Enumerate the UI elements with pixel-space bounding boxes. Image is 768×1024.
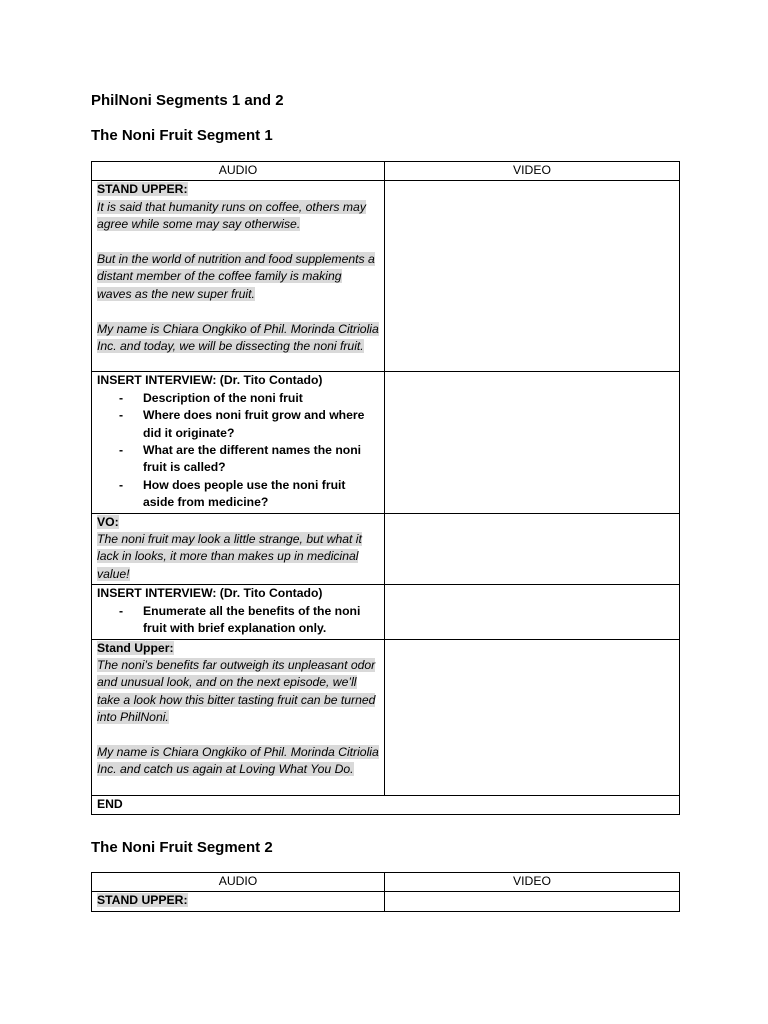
script-paragraph: But in the world of nutrition and food supplements a distant member of the coffee family is making waves as the new super fruit. — [97, 252, 375, 301]
audio-cell — [92, 892, 385, 911]
list-item: - What are the different names the noni fruit is called? — [97, 442, 379, 477]
row-label: Stand Upper: — [97, 640, 174, 655]
video-column-header: VIDEO — [385, 162, 680, 181]
audio-cell — [92, 372, 385, 513]
video-cell — [385, 639, 680, 795]
audio-column-header: AUDIO — [92, 162, 385, 181]
row-label: STAND UPPER: — [97, 182, 188, 197]
list-item: - How does people use the noni fruit aside from medicine? — [97, 477, 379, 512]
segment-1-title: The Noni Fruit Segment 1 — [91, 127, 273, 144]
table-row — [92, 372, 680, 513]
row-label: STAND UPPER: — [97, 893, 188, 908]
interview-question-list — [97, 390, 379, 512]
table-row — [92, 639, 680, 795]
list-item: - Where does noni fruit grow and where did it originate? — [97, 407, 379, 442]
row-label: VO: — [97, 514, 119, 529]
script-paragraph: My name is Chiara Ongkiko of Phil. Morinda Citriolia Inc. and catch us again at Loving What You Do. — [97, 744, 379, 777]
interview-question-list — [97, 603, 379, 638]
table-row — [92, 181, 680, 372]
list-item: - Description of the noni fruit — [97, 390, 379, 407]
table-end-row — [92, 795, 680, 814]
video-cell — [385, 513, 680, 585]
audio-cell — [92, 585, 385, 639]
script-paragraph: It is said that humanity runs on coffee, others may agree while some may say otherwise. — [97, 199, 366, 232]
segment-1-script-table — [91, 161, 680, 815]
row-label: INSERT INTERVIEW: (Dr. Tito Contado) — [97, 586, 323, 601]
video-column-header: VIDEO — [385, 873, 680, 892]
script-paragraph: The noni fruit may look a little strange, but what it lack in looks, it more than makes up in medicinal value! — [97, 532, 362, 581]
list-item: - Enumerate all the benefits of the noni fruit with brief explanation only. — [97, 603, 379, 638]
audio-column-header: AUDIO — [92, 873, 385, 892]
segment-2-script-table — [91, 872, 680, 912]
audio-cell — [92, 513, 385, 585]
table-header-row — [92, 873, 680, 892]
table-row — [92, 585, 680, 639]
video-cell — [385, 372, 680, 513]
table-row — [92, 892, 680, 911]
page-title: PhilNoni Segments 1 and 2 — [91, 92, 284, 109]
script-paragraph: My name is Chiara Ongkiko of Phil. Morinda Citriolia Inc. and today, we will be dissecting the noni fruit. — [97, 321, 379, 354]
script-paragraph: The noni’s benefits far outweigh its unpleasant odor and unusual look, and on the next episode, we’ll take a look how this bitter tasting fruit can be turned into PhilNoni. — [97, 657, 376, 725]
video-cell — [385, 181, 680, 372]
segment-2-title: The Noni Fruit Segment 2 — [91, 839, 273, 856]
table-header-row — [92, 162, 680, 181]
video-cell — [385, 585, 680, 639]
end-marker: END — [92, 795, 680, 814]
audio-cell — [92, 639, 385, 795]
video-cell — [385, 892, 680, 911]
audio-cell — [92, 181, 385, 372]
table-row — [92, 513, 680, 585]
row-label: INSERT INTERVIEW: (Dr. Tito Contado) — [97, 373, 323, 388]
